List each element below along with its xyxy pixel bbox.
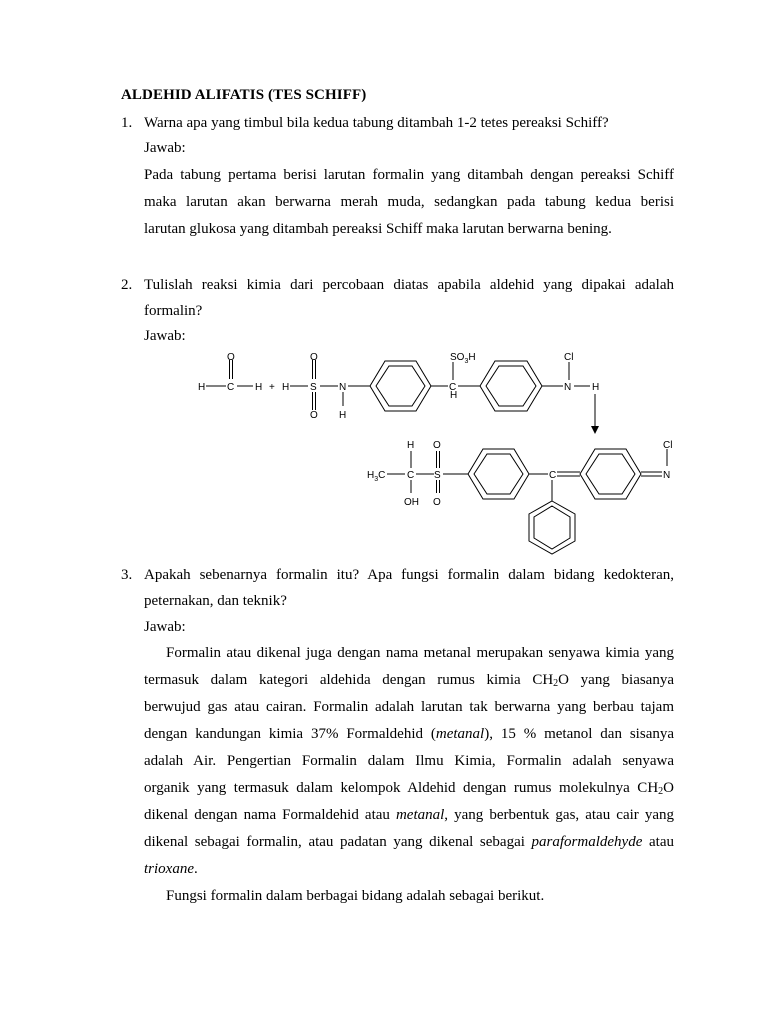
italic-term: metanal (435, 726, 485, 742)
text-run: dikenal dengan nama Formaldehid atau (144, 807, 396, 823)
atom-label: O (227, 352, 235, 363)
atom-label: H (592, 382, 600, 393)
group-label: H (468, 352, 476, 363)
atom-label: O (310, 410, 318, 421)
atom-label: O (310, 352, 318, 363)
question-line: formalin? (144, 303, 203, 319)
svg-text:SO3H (450, 352, 476, 365)
atom-label: N (339, 382, 347, 393)
text-run: ), 15 % metanol dan sisanya (484, 726, 675, 742)
schiff-reaction-diagram (190, 346, 710, 562)
question-line: Apakah sebenarnya formalin itu? Apa fungsi formalin dalam bidang kedokteran, (144, 567, 674, 583)
answer-label: Jawab: (144, 619, 186, 635)
answer-line: Formalin atau dikenal juga dengan nama metanal merupakan senyawa kimia yang (166, 645, 674, 661)
atom-label: N (564, 382, 572, 393)
question-line: Tulislah reaksi kimia dari percobaan diatas apabila aldehid yang dipakai adalah (144, 277, 674, 293)
text-run: dikenal sebagai formalin, atau padatan yang dikenal sebagai (144, 834, 532, 850)
atom-label: OH (404, 497, 419, 508)
italic-term: trioxane (144, 861, 194, 877)
answer-line (144, 721, 674, 748)
subscript: 3 (374, 476, 379, 483)
italic-term: metanal (395, 807, 445, 823)
answer-label: Jawab: (144, 328, 186, 344)
atom-label: C (227, 382, 235, 393)
atom-label: S (434, 470, 441, 481)
atom-label: H (339, 410, 347, 421)
atom-label: Cl (663, 440, 673, 451)
answer-line: adalah Air. Pengertian Formalin dalam Ilmu Kimia, Formalin adalah senyawa (144, 753, 674, 769)
atom-label: H (198, 382, 206, 393)
group-label: C (378, 470, 386, 481)
section-title: ALDEHID ALIFATIS (TES SCHIFF) (121, 87, 367, 103)
answer-line: maka larutan akan berwarna merah muda, sedangkan pada tabung kedua berisi (144, 193, 674, 210)
answer-line: Pada tabung pertama berisi larutan formalin yang ditambah dengan pereaksi Schiff (144, 166, 674, 183)
answer-line (144, 775, 674, 802)
subscript: 3 (464, 358, 469, 365)
text-run: , yang berbentuk gas, atau cair yang (444, 807, 674, 823)
atom-label: S (310, 382, 317, 393)
atom-label: H (407, 440, 415, 451)
text-run: O yang biasanya (558, 672, 675, 688)
group-label: SO (450, 352, 465, 363)
answer-1 (144, 136, 674, 243)
subscript: 2 (553, 678, 559, 689)
subscript: 2 (658, 786, 664, 797)
answer-line (144, 667, 674, 694)
question-3-body (144, 562, 674, 910)
atom-label: O (433, 440, 441, 451)
svg-text:H3C (367, 470, 385, 483)
atom-label: N (663, 470, 671, 481)
question-line: peternakan, dan teknik? (144, 593, 287, 609)
atom-label: H (450, 390, 458, 401)
question-number: 1. (121, 115, 133, 131)
question-2-text (144, 272, 674, 349)
text-run: atau (642, 834, 674, 850)
atom-label: C (407, 470, 415, 481)
text-run: O (663, 780, 674, 796)
atom-label: H (282, 382, 290, 393)
atom-label: H (255, 382, 263, 393)
atom-label: Cl (564, 352, 574, 363)
text-run: organik yang termasuk dalam kelompok Aldehid dengan rumus molekulnya CH (144, 780, 659, 796)
group-label: H (367, 470, 375, 481)
atom-label: O (433, 497, 441, 508)
answer-line (144, 856, 674, 883)
atom-label: C (549, 470, 557, 481)
italic-term: paraformaldehyde (531, 834, 643, 850)
answer-line: Fungsi formalin dalam berbagai bidang adalah sebagai berikut. (166, 888, 545, 904)
answer-line: larutan glukosa yang ditambah pereaksi Schiff maka larutan berwarna bening. (144, 220, 612, 237)
text-run: dengan kandungan kimia 37% Formaldehid ( (144, 726, 436, 742)
plus-sign: + (269, 382, 275, 393)
answer-label: Jawab: (144, 140, 186, 156)
answer-line (144, 829, 674, 856)
answer-line (144, 802, 674, 829)
question-number: 2. (121, 277, 133, 293)
question-text: Warna apa yang timbul bila kedua tabung ditambah 1-2 tetes pereaksi Schiff? (144, 115, 609, 131)
answer-line: berwujud gas atau cairan. Formalin adalah larutan tak berwarna yang berbau tajam (144, 699, 674, 715)
text-run: . (194, 861, 198, 877)
question-number: 3. (121, 567, 133, 583)
atom-label: C (449, 382, 457, 393)
text-run: termasuk dalam kategori aldehida dengan rumus kimia CH (144, 672, 554, 688)
